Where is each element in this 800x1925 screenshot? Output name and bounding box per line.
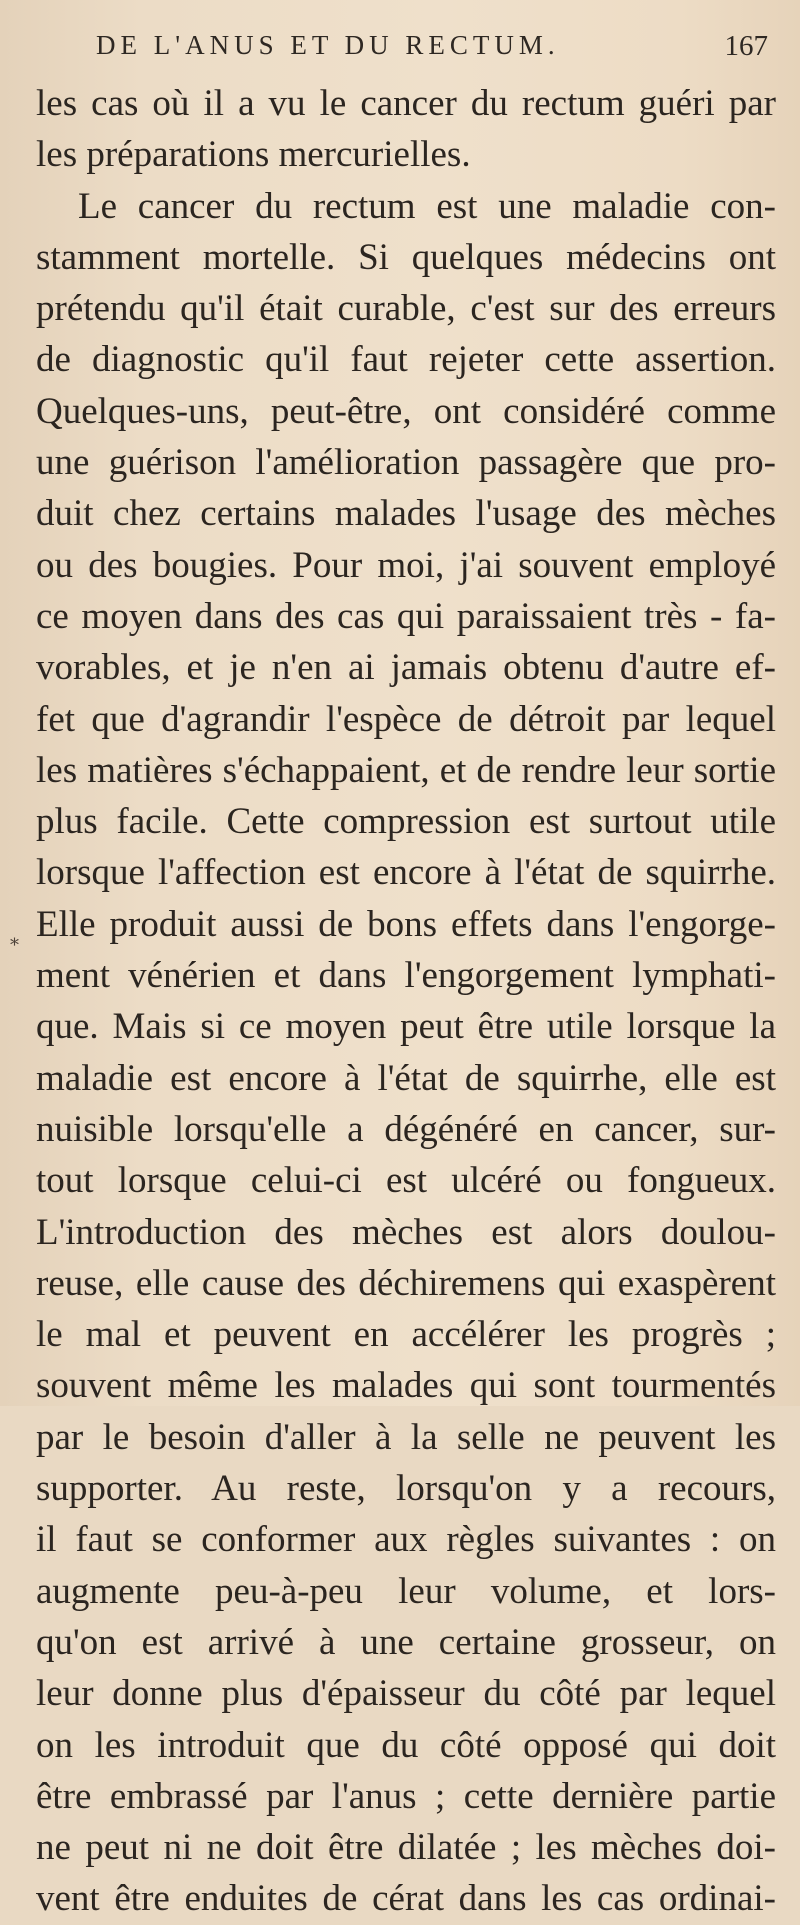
text-line: nuisible lorsqu'elle a dégénéré en cancer, sur- (36, 1108, 776, 1150)
text-line: tout lorsque celui-ci est ulcéré ou fongueux. (36, 1160, 776, 1202)
text-line: L'introduction des mèches est alors doulou- (36, 1211, 776, 1253)
page-number: 167 (724, 30, 768, 62)
text-line: les préparations mercurielles. (36, 134, 471, 176)
text-line: plus facile. Cette compression est surtout utile (36, 801, 776, 843)
text-line: le mal et peuvent en accélérer les progrès ; (36, 1314, 776, 1356)
text-line: leur donne plus d'épaisseur du côté par lequel (36, 1673, 776, 1715)
text-line: ne peut ni ne doit être dilatée ; les mèches doi- (36, 1827, 776, 1869)
text-line: que. Mais si ce moyen peut être utile lorsque la (36, 1006, 776, 1048)
text-line: stamment mortelle. Si quelques médecins ont (36, 236, 776, 278)
text-line: les matières s'échappaient, et de rendre leur sortie (36, 749, 776, 791)
text-line: souvent même les malades qui sont tourmentés (36, 1365, 776, 1407)
running-title: DE L'ANUS ET DU RECTUM. (96, 30, 560, 60)
paragraph-first-line: Le cancer du rectum est une maladie con- (78, 185, 776, 227)
text-line: lorsque l'affection est encore à l'état de squirrhe. (36, 852, 776, 894)
text-line: on les introduit que du côté opposé qui doit (36, 1724, 776, 1766)
text-line: prétendu qu'il était curable, c'est sur des erreurs (36, 288, 776, 330)
text-line: augmente peu-à-peu leur volume, et lors- (36, 1570, 776, 1612)
text-line: duit chez certains malades l'usage des mèches (36, 493, 776, 535)
text-line: par le besoin d'aller à la selle ne peuvent les (36, 1416, 776, 1458)
text-line: ce moyen dans des cas qui paraissaient très - fa- (36, 595, 776, 637)
text-line: ou des bougies. Pour moi, j'ai souvent employé (36, 544, 776, 586)
text-line: Elle produit aussi de bons effets dans l'engorge- (36, 903, 776, 945)
margin-mark: * (10, 935, 19, 956)
text-line: Quelques-uns, peut-être, ont considéré comme (36, 390, 776, 432)
running-head (96, 30, 768, 70)
text-line: les cas où il a vu le cancer du rectum guéri par (36, 83, 776, 124)
text-line: supporter. Au reste, lorsqu'on y a recours, (36, 1468, 776, 1510)
text-line: fet que d'agrandir l'espèce de détroit par lequel (36, 698, 776, 740)
text-line: qu'on est arrivé à une certaine grosseur, on (36, 1621, 776, 1663)
text-line: maladie est encore à l'état de squirrhe, elle est (36, 1057, 776, 1099)
text-line: il faut se conformer aux règles suivantes : on (36, 1519, 776, 1561)
text-line: vorables, et je n'en ai jamais obtenu d'autre ef- (36, 647, 776, 689)
text-line: reuse, elle cause des déchiremens qui exaspèrent (36, 1262, 776, 1304)
text-line: de diagnostic qu'il faut rejeter cette assertion. (36, 339, 776, 381)
text-line: une guérison l'amélioration passagère que pro- (36, 442, 776, 484)
text-line: vent être enduites de cérat dans les cas ordinai- (36, 1878, 776, 1920)
text-line: ment vénérien et dans l'engorgement lymphati- (36, 955, 776, 997)
text-line: être embrassé par l'anus ; cette dernière partie (36, 1775, 776, 1817)
body-text (36, 78, 776, 1925)
